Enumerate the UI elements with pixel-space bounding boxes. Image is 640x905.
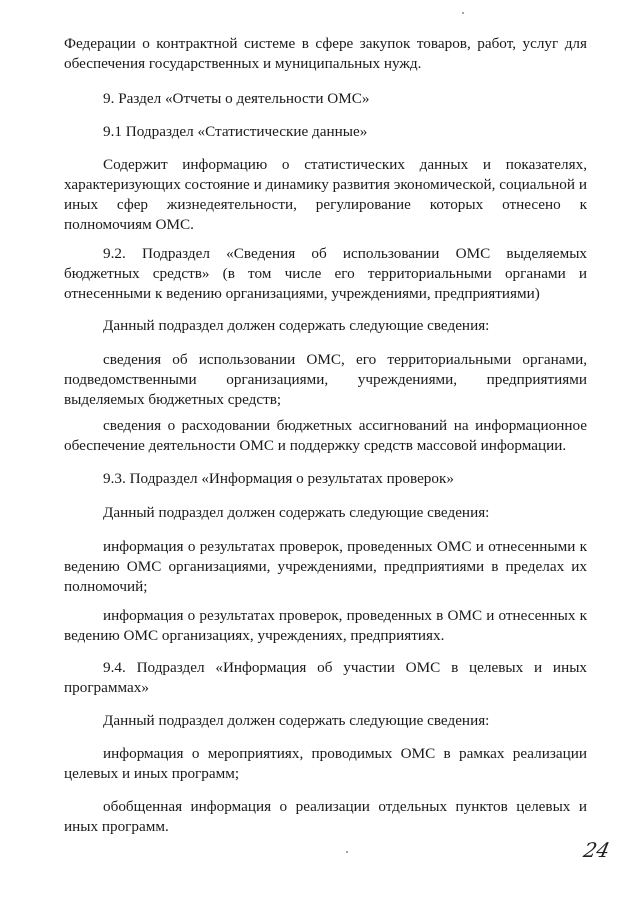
paragraph-list-item: обобщенная информация о реализации отдельных пунктов целевых и иных программ.: [64, 798, 587, 835]
paragraph-list-item: информация о результатах проверок, проведенных ОМС и отнесенными к ведению ОМС организациями, учреждениями, предприятиями в пределах их полномочий;: [64, 538, 587, 595]
subsection-heading-9-2: 9.2. Подраздел «Сведения об использовании ОМС выделяемых бюджетных средств» (в том числе его территориальными органами и отнесенными к ведению организациями, учреждениями, предприятиями): [64, 245, 587, 302]
paragraph-list-item: информация о результатах проверок, проведенных в ОМС и отнесенных к ведению ОМС организациях, учреждениях, предприятиях.: [64, 607, 587, 644]
subsection-heading-9-1: 9.1 Подраздел «Статистические данные»: [103, 123, 368, 140]
paragraph-intro: Данный подраздел должен содержать следующие сведения:: [103, 317, 490, 334]
handwritten-page-number: 24: [581, 838, 613, 862]
section-heading-9: 9. Раздел «Отчеты о деятельности ОМС»: [103, 90, 370, 107]
subsection-heading-9-3: 9.3. Подраздел «Информация о результатах проверок»: [103, 470, 454, 487]
scan-speck: [462, 12, 464, 14]
paragraph-continuation: Федерации о контрактной системе в сфере закупок товаров, работ, услуг для обеспечения государственных и муниципальных нужд.: [64, 35, 587, 72]
paragraph-list-item: информация о мероприятиях, проводимых ОМС в рамках реализации целевых и иных программ;: [64, 745, 587, 782]
subsection-heading-9-4: 9.4. Подраздел «Информация об участии ОМС в целевых и иных программах»: [64, 659, 587, 696]
paragraph-list-item: сведения о расходовании бюджетных ассигнований на информационное обеспечение деятельности ОМС и поддержку средств массовой информации.: [64, 417, 587, 454]
paragraph-intro: Данный подраздел должен содержать следующие сведения:: [103, 712, 490, 729]
scan-speck: [346, 851, 348, 853]
paragraph-list-item: сведения об использовании ОМС, его территориальными органами, подведомственными организациями, учреждениями, предприятиями выделяемых бюджетных средств;: [64, 351, 587, 408]
paragraph-statistics: Содержит информацию о статистических данных и показателях, характеризующих состояние и динамику развития экономической, социальной и иных сфер жизнедеятельности, регулирование которых отнесено к полномочиям ОМС.: [64, 156, 587, 233]
paragraph-intro: Данный подраздел должен содержать следующие сведения:: [103, 504, 490, 521]
